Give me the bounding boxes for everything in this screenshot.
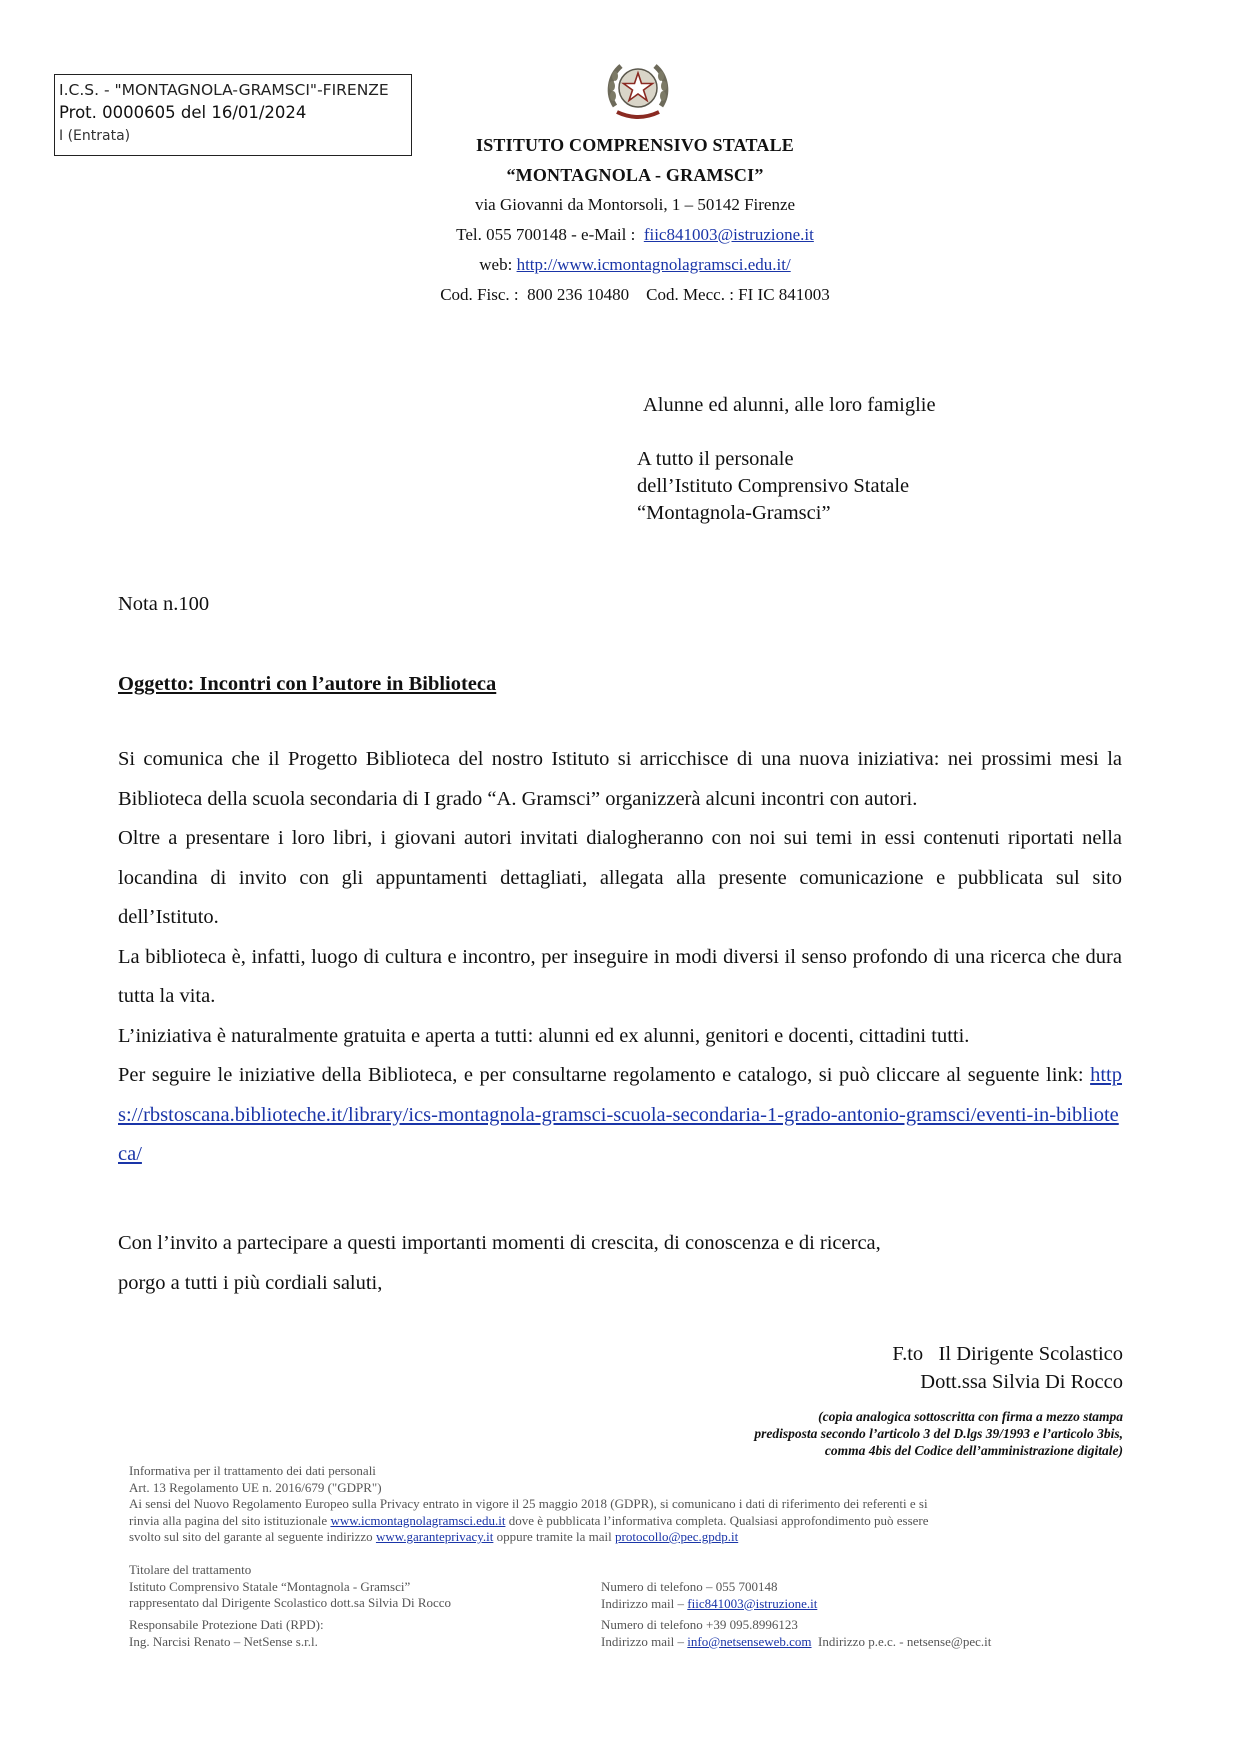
controller-mail-line [601,1596,817,1613]
privacy-text-line: Ai sensi del Nuovo Regolamento Europeo sulla Privacy entrato in vigore il 25 maggio 2018 (GDPR), si comunicano i dati di riferimento dei referenti e si [129,1496,928,1511]
tel-label: Tel. 055 700148 - e-Mail : [456,225,636,244]
rpd-phone: Numero di telefono +39 095.8996123 [601,1617,798,1632]
rpd-mail-link[interactable]: info@netsenseweb.com [687,1633,812,1649]
privacy-text: oppure tramite la mail [496,1529,612,1544]
stamp-protocol-number: Prot. 0000605 del 16/01/2024 [59,103,307,122]
note-number: Nota n.100 [118,593,210,615]
rpd-title: Responsabile Protezione Dati (RPD): [129,1617,324,1632]
privacy-text: dove è pubblicata l’informativa completa. Qualsiasi approfondimento può essere [508,1512,929,1528]
privacy-article: Art. 13 Regolamento UE n. 2016/679 ("GDPR") [129,1479,382,1495]
recipient-staff-line: dell’Istituto Comprensivo Statale [637,475,910,497]
republic-emblem-icon [603,56,673,126]
data-protection-officer [129,1617,324,1650]
controller-representative: rappresentato dal Dirigente Scolastico dott.sa Silvia Di Rocco [129,1595,452,1610]
web-label: web: [479,255,513,274]
signature-note-line: (copia analogica sottoscritta con firma a mezzo stampa [818,1409,1123,1424]
website-link[interactable]: http://www.icmontagnolagramsci.edu.it/ [516,255,791,274]
body-paragraph: Oltre a presentare i loro libri, i giovani autori invitati dialogheranno con noi sui temi in essi contenuti riportati nella locandina di invito con gli appuntamenti dettagliati, allegata alla presente comunicazione e pubblicata sul sito dell’Istituto. [118,827,1122,928]
privacy-notice [129,1463,1129,1546]
stamp-direction: I (Entrata) [59,128,131,144]
privacy-text: svolto sul sito del garante al seguente indirizzo [129,1529,373,1544]
subject: Oggetto: Incontri con l’autore in Biblioteca [118,673,497,695]
controller-contacts [601,1579,817,1612]
signature [892,1340,1123,1396]
privacy-text-line [129,1529,1129,1546]
privacy-text: rinvia alla pagina del sito istituzionale [129,1512,328,1528]
closing-line: Con l’invito a partecipare a questi importanti momenti di crescita, di conoscenza e di ricerca, [118,1232,881,1254]
school-title: ISTITUTO COMPRENSIVO STATALE [476,135,794,155]
garante-mail-link[interactable]: protocollo@pec.gpdp.it [615,1529,739,1544]
body-paragraph: L’iniziativa è naturalmente gratuita e aperta a tutti: alunni ed ex alunni, genitori e docenti, cittadini tutti. [118,1024,970,1047]
mail-label: Indirizzo mail – [601,1595,685,1611]
recipient-families: Alunne ed alunni, alle loro famiglie [643,394,936,416]
signature-note [623,1408,1123,1459]
library-events-link[interactable]: https://rbstoscana.biblioteche.it/library/ics-montagnola-gramsci-scuola-secondaria-1-grado-antonio-gramsci/eventi-in-biblioteca/ [118,1064,1123,1165]
institute-site-link[interactable]: www.icmontagnolagramsci.edu.it [330,1512,506,1528]
data-controller [129,1562,451,1612]
link-intro: Per seguire le iniziative della Biblioteca, e per consultarne regolamento e catalogo, si può cliccare al seguente link: [118,1064,1084,1086]
school-codes: Cod. Fisc. : 800 236 10480 Cod. Mecc. : FI IC 841003 [440,285,830,304]
signature-name: Dott.ssa Silvia Di Rocco [920,1371,1123,1393]
rpd-name: Ing. Narcisi Renato – NetSense s.r.l. [129,1633,318,1649]
privacy-title: Informativa per il trattamento dei dati personali [129,1463,376,1478]
recipient-staff-line: “Montagnola-Gramsci” [637,502,831,524]
rpd-pec: Indirizzo p.e.c. - netsense@pec.it [818,1633,992,1649]
privacy-text-line [129,1513,1129,1530]
controller-name: Istituto Comprensivo Statale “Montagnola - Gramsci” [129,1578,411,1594]
body-paragraph: Si comunica che il Progetto Biblioteca del nostro Istituto si arricchisce di una nuova iniziativa: nei prossimi mesi la Biblioteca della scuola secondaria di I grado “A. Gramsci” organizzerà alcuni incontri con autori. [118,748,1122,810]
school-name: “MONTAGNOLA - GRAMSCI” [506,165,764,185]
controller-mail-link[interactable]: fiic841003@istruzione.it [687,1595,818,1611]
rpd-mail-line [601,1634,991,1651]
letterhead [300,130,970,310]
signature-note-line: comma 4bis del Codice dell’amministrazione digitale) [824,1443,1123,1458]
controller-phone: Numero di telefono – 055 700148 [601,1579,778,1594]
school-contacts [300,220,970,250]
recipient-staff [637,446,909,527]
letter-body [118,740,1122,1175]
body-paragraph: La biblioteca è, infatti, luogo di cultura e incontro, per inseguire in modi diversi il senso profondo di una ricerca che dura tutta la vita. [118,945,1122,1007]
recipient-staff-line: A tutto il personale [637,448,794,470]
controller-title: Titolare del trattamento [129,1562,252,1577]
mail-label: Indirizzo mail – [601,1633,685,1649]
email-link[interactable]: fiic841003@istruzione.it [643,225,814,244]
closing [118,1224,1122,1303]
rpd-contacts [601,1617,991,1650]
body-paragraph [118,1056,1122,1175]
school-website [300,250,970,280]
signature-note-line: predisposta secondo l’articolo 3 del D.lgs 39/1993 e l’articolo 3bis, [754,1426,1123,1441]
signature-role: F.to Il Dirigente Scolastico [892,1343,1123,1365]
closing-line: porgo a tutti i più cordiali saluti, [118,1271,383,1294]
garante-link[interactable]: www.garanteprivacy.it [375,1529,494,1544]
stamp-institute: I.C.S. - "MONTAGNOLA-GRAMSCI"-FIRENZE [59,81,389,99]
school-address: via Giovanni da Montorsoli, 1 – 50142 Firenze [474,195,796,214]
